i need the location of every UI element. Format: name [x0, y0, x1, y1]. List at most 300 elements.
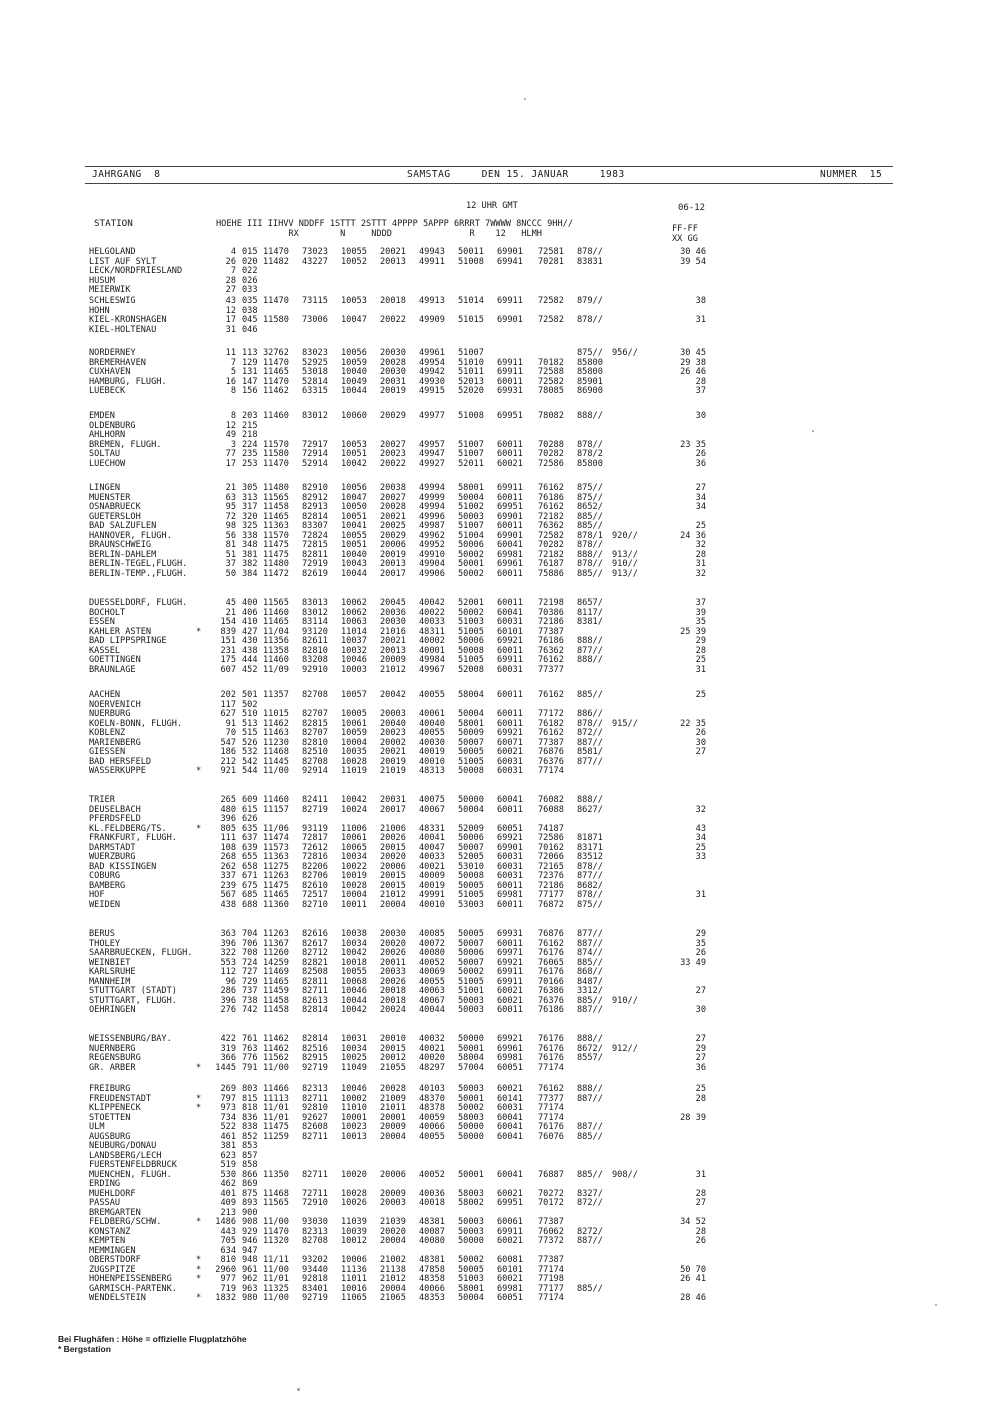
code-group: 51007 — [458, 439, 484, 450]
station-name: NORDERNEY — [89, 348, 136, 358]
code-group: 82711 — [302, 986, 328, 996]
code-group: 60041 — [497, 795, 523, 805]
code-group: 11/11 — [263, 1255, 289, 1265]
station-number: 908 — [242, 1217, 258, 1227]
code-group: 83023 — [302, 348, 328, 358]
wind-gust: 35 — [695, 938, 706, 949]
station-header: STATION — [94, 218, 133, 229]
code-group: 60031 — [497, 1103, 523, 1113]
code-group: 11460 — [263, 411, 289, 421]
code-group: 72817 — [302, 833, 328, 843]
code-group: 20015 — [380, 871, 406, 881]
code-group: 83013 — [302, 598, 328, 608]
code-group: 910// — [612, 995, 638, 1006]
code-group: 11320 — [263, 1236, 289, 1246]
code-group: 83831 — [577, 256, 603, 267]
code-group: 69911 — [497, 967, 523, 977]
wind-gust: 26 41 — [680, 1274, 706, 1284]
wind-gust: 28 — [695, 1188, 706, 1199]
station-name: KASSEL — [89, 645, 121, 656]
code-group: 52005 — [458, 852, 484, 862]
station-name: NEUBURG/DONAU — [89, 1141, 157, 1151]
code-group: 11259 — [263, 1131, 289, 1142]
station-number: 639 — [242, 842, 258, 853]
mountain-station-marker: * — [196, 1293, 202, 1303]
code-group: 20006 — [380, 861, 406, 872]
code-group: 83307 — [302, 521, 328, 531]
code-group: 40063 — [419, 986, 445, 996]
code-group: 48297 — [419, 1062, 445, 1073]
code-group: 10055 — [341, 247, 367, 257]
station-name: WEISSENBURG/BAY. — [89, 1034, 172, 1044]
code-group: 11230 — [263, 737, 289, 748]
station-height: 443 — [220, 1226, 236, 1237]
code-group: 49909 — [419, 315, 445, 325]
code-group: 10055 — [341, 530, 367, 541]
code-group: 20013 — [380, 256, 406, 267]
station-number: 427 — [242, 626, 258, 637]
code-group: 886// — [577, 709, 603, 719]
code-group: 76887 — [538, 1169, 564, 1180]
mountain-station-marker: * — [196, 1217, 202, 1227]
code-group: 20004 — [380, 1131, 406, 1142]
code-group: 40059 — [419, 1112, 445, 1123]
station-height: 627 — [220, 709, 236, 719]
station-name: FELDBERG/SCHW. — [89, 1217, 162, 1227]
code-group: 83512 — [577, 852, 603, 862]
station-number: 875 — [242, 1188, 258, 1199]
station-number: 685 — [242, 890, 258, 900]
code-group: 11363 — [263, 521, 289, 531]
code-group: 77387 — [538, 1217, 564, 1227]
code-group: 60011 — [497, 449, 523, 459]
wind-gust: 26 — [695, 948, 706, 958]
station-number: 724 — [242, 957, 258, 968]
code-group: 58001 — [458, 1283, 484, 1294]
scan-speck — [297, 1388, 300, 1391]
station-number: 305 — [242, 483, 258, 493]
code-group: 887// — [577, 1093, 603, 1104]
code-group: 60031 — [497, 756, 523, 767]
code-group: 8652/ — [577, 502, 603, 512]
station-number: 129 — [242, 357, 258, 368]
code-group: 887// — [577, 1236, 603, 1246]
code-group: 879// — [577, 296, 603, 306]
code-group: 11113 — [263, 1093, 289, 1104]
station-number: 729 — [242, 976, 258, 987]
code-group: 11445 — [263, 756, 289, 767]
code-group: 868// — [577, 967, 603, 977]
code-group: 878// — [577, 247, 603, 257]
code-group: 60041 — [497, 1122, 523, 1132]
code-group: 10063 — [341, 617, 367, 627]
code-group: 11/01 — [263, 1274, 289, 1284]
code-group: 10043 — [341, 559, 367, 569]
code-group: 70272 — [538, 1188, 564, 1199]
station-name: WUERZBURG — [89, 852, 136, 862]
code-group: 82411 — [302, 795, 328, 805]
station-name: KONSTANZ — [89, 1226, 131, 1237]
station-height: 56 — [225, 530, 236, 541]
wind-gust: 30 — [695, 1005, 706, 1015]
code-group: 70386 — [538, 607, 564, 618]
code-group: 20006 — [380, 540, 406, 550]
code-group: 40021 — [419, 861, 445, 872]
code-group: 11/01 — [263, 1112, 289, 1123]
code-group: 11356 — [263, 636, 289, 646]
code-group: 11465 — [263, 890, 289, 900]
station-name: OLDENBURG — [89, 420, 136, 431]
code-group: 72186 — [538, 880, 564, 891]
code-group: 8557/ — [577, 1053, 603, 1063]
station-number: 526 — [242, 737, 258, 748]
code-group: 82619 — [302, 568, 328, 579]
code-group: 83012 — [302, 411, 328, 421]
code-group: 72910 — [302, 1198, 328, 1208]
wind-gust: 30 — [695, 411, 706, 421]
code-group: 10018 — [341, 957, 367, 968]
code-group: 10056 — [341, 348, 367, 358]
station-name: BERLIN-DAHLEM — [89, 549, 157, 560]
code-group: 11460 — [263, 795, 289, 805]
jahrgang: JAHRGANG 8 — [92, 169, 161, 180]
station-height: 16 — [225, 376, 236, 387]
code-group: 913// — [612, 549, 638, 560]
code-group: 77198 — [538, 1274, 564, 1284]
code-group: 20030 — [380, 367, 406, 377]
station-height: 286 — [220, 986, 236, 996]
code-group: 11565 — [263, 598, 289, 608]
station-number: 224 — [242, 439, 258, 450]
code-group: 60011 — [497, 938, 523, 949]
code-group: 11470 — [263, 357, 289, 368]
code-group: 82810 — [302, 737, 328, 748]
station-number: 853 — [242, 1141, 258, 1151]
station-name: BERLIN-TEMP.,FLUGH. — [89, 568, 188, 579]
station-name: THOLEY — [89, 938, 121, 949]
code-group: 50003 — [458, 1084, 484, 1094]
code-group: 10038 — [341, 929, 367, 939]
code-group: 885// — [577, 511, 603, 522]
code-group: 40019 — [419, 747, 445, 757]
code-group: 20021 — [380, 636, 406, 646]
code-group: 49913 — [419, 296, 445, 306]
code-group: 10025 — [341, 1053, 367, 1063]
station-name: BAMBERG — [89, 880, 126, 891]
code-group: 60081 — [497, 1255, 523, 1265]
code-group: 76362 — [538, 521, 564, 531]
code-group: 58004 — [458, 1053, 484, 1063]
code-group: 8117/ — [577, 607, 603, 618]
station-height: 239 — [220, 880, 236, 891]
code-group: 20025 — [380, 521, 406, 531]
code-group: 49994 — [419, 502, 445, 512]
code-group: 40032 — [419, 1034, 445, 1044]
code-group: 60041 — [497, 1169, 523, 1180]
station-number: 430 — [242, 636, 258, 646]
code-group: 8581/ — [577, 747, 603, 757]
code-group: 20021 — [380, 511, 406, 522]
code-group: 40042 — [419, 598, 445, 608]
code-group: 76876 — [538, 929, 564, 939]
station-height: 117 — [220, 699, 236, 710]
code-group: 10047 — [341, 315, 367, 325]
station-number: 857 — [242, 1150, 258, 1161]
station-number: 706 — [242, 938, 258, 949]
wind-gust: 28 — [695, 549, 706, 560]
code-group: 908// — [612, 1169, 638, 1180]
mountain-station-marker: * — [196, 1264, 202, 1275]
code-group: 48370 — [419, 1093, 445, 1104]
code-group: 10005 — [341, 709, 367, 719]
station-number: 929 — [242, 1226, 258, 1237]
code-group: 76176 — [538, 948, 564, 958]
code-group: 60011 — [497, 439, 523, 450]
station-number: 215 — [242, 420, 258, 431]
code-group: 872// — [577, 1198, 603, 1208]
code-group: 920// — [612, 530, 638, 541]
code-group: 52013 — [458, 376, 484, 387]
station-number: 444 — [242, 655, 258, 665]
code-group: 60021 — [497, 995, 523, 1006]
code-group: 49927 — [419, 458, 445, 469]
station-height: 268 — [220, 852, 236, 862]
code-group: 21055 — [380, 1062, 406, 1073]
code-group: 20018 — [380, 986, 406, 996]
code-group: 50003 — [458, 995, 484, 1006]
code-group: 50006 — [458, 948, 484, 958]
code-group: 76162 — [538, 502, 564, 512]
station-number: 761 — [242, 1034, 258, 1044]
code-group: 20042 — [380, 690, 406, 700]
code-group: 77377 — [538, 1093, 564, 1104]
code-group: 40103 — [419, 1084, 445, 1094]
code-group: 77177 — [538, 890, 564, 900]
code-group: 11/00 — [263, 1264, 289, 1275]
code-group: 11458 — [263, 502, 289, 512]
code-group: 915// — [612, 718, 638, 729]
code-group: 51003 — [458, 617, 484, 627]
code-group: 77177 — [538, 1283, 564, 1294]
code-group: 82708 — [302, 756, 328, 767]
code-group: 10032 — [341, 645, 367, 656]
code-group: 76176 — [538, 1122, 564, 1132]
code-group: 20028 — [380, 502, 406, 512]
wind-gust: 25 — [695, 842, 706, 853]
code-group: 40022 — [419, 607, 445, 618]
station-name: FUERSTENFELDBRUCK — [89, 1160, 177, 1170]
code-group: 82814 — [302, 1034, 328, 1044]
code-group: 10004 — [341, 890, 367, 900]
station-number: 776 — [242, 1053, 258, 1063]
station-name: OSNABRUECK — [89, 502, 141, 512]
code-group: 11470 — [263, 376, 289, 387]
code-group: 10051 — [341, 540, 367, 550]
station-name: BERUS — [89, 929, 115, 939]
code-group: 82313 — [302, 1226, 328, 1237]
code-group: 76182 — [538, 718, 564, 729]
code-group: 82814 — [302, 1005, 328, 1015]
code-group: 887// — [577, 737, 603, 748]
station-height: 797 — [220, 1093, 236, 1104]
code-group: 76162 — [538, 655, 564, 665]
code-group: 52814 — [302, 376, 328, 387]
code-group: 40041 — [419, 833, 445, 843]
code-group: 888// — [577, 795, 603, 805]
code-group: 40018 — [419, 1198, 445, 1208]
code-group: 10059 — [341, 357, 367, 368]
wind-gust: 27 — [695, 747, 706, 757]
code-group: 93202 — [302, 1255, 328, 1265]
station-name: BAD LIPPSPRINGE — [89, 636, 167, 646]
code-group: 60011 — [497, 568, 523, 579]
code-group: 888// — [577, 549, 603, 560]
station-name: SOLTAU — [89, 449, 121, 459]
wind-gust: 33 49 — [680, 957, 706, 968]
code-group: 50002 — [458, 967, 484, 977]
code-group: 20022 — [380, 458, 406, 469]
code-group: 11/00 — [263, 1217, 289, 1227]
station-name: BREMGARTEN — [89, 1207, 141, 1218]
wind-gust: 37 — [695, 386, 706, 396]
station-name: OEHRINGEN — [89, 1005, 136, 1015]
code-group: 888// — [577, 411, 603, 421]
column-codes-line1: HOEHE III IIHVV NDDFF 1STTT 2STTT 4PPPP 5APPP 6RRRT 7WWWW 8NCCC 9HH// — [216, 219, 573, 229]
code-group: 72582 — [538, 315, 564, 325]
station-name: COBURG — [89, 871, 121, 881]
code-group: 69921 — [497, 636, 523, 646]
code-group: 69981 — [497, 890, 523, 900]
code-group: 60041 — [497, 607, 523, 618]
station-number: 655 — [242, 852, 258, 862]
code-group: 49904 — [419, 559, 445, 569]
code-group: 51005 — [458, 655, 484, 665]
code-group: 69961 — [497, 1043, 523, 1054]
wind-gust: 39 54 — [680, 256, 706, 267]
code-group: 10028 — [341, 880, 367, 891]
station-number: 382 — [242, 559, 258, 569]
code-group: 11275 — [263, 861, 289, 872]
wind-gust: 28 39 — [680, 1112, 706, 1123]
station-name: MARIENBERG — [89, 737, 141, 748]
code-group: 20029 — [380, 530, 406, 541]
code-group: 878// — [577, 718, 603, 729]
code-group: 912// — [612, 1043, 638, 1054]
code-group: 20033 — [380, 967, 406, 977]
station-height: 231 — [220, 645, 236, 656]
code-group: 10011 — [341, 899, 367, 910]
station-number: 963 — [242, 1283, 258, 1294]
code-group: 878// — [577, 861, 603, 872]
code-group: 60101 — [497, 626, 523, 637]
code-group: 20017 — [380, 568, 406, 579]
station-name: HUSUM — [89, 275, 115, 286]
code-group: 11460 — [263, 655, 289, 665]
station-name: GIESSEN — [89, 747, 126, 757]
station-name: OBERSTDORF — [89, 1255, 141, 1265]
ff-time: 06-12 — [678, 203, 706, 213]
code-group: 10068 — [341, 976, 367, 987]
code-group: 20026 — [380, 833, 406, 843]
wind-gust: 36 — [695, 458, 706, 469]
code-group: 60021 — [497, 747, 523, 757]
code-group: 11049 — [341, 1062, 367, 1073]
scan-speck — [935, 1304, 937, 1306]
station-height: 623 — [220, 1150, 236, 1161]
code-group: 60011 — [497, 376, 523, 387]
wind-gust: 33 — [695, 852, 706, 862]
code-group: 51015 — [458, 315, 484, 325]
code-group: 40072 — [419, 938, 445, 949]
code-group: 50006 — [458, 636, 484, 646]
station-height: 396 — [220, 814, 236, 824]
station-number: 325 — [242, 521, 258, 531]
station-number: 501 — [242, 690, 258, 700]
station-height: 438 — [220, 899, 236, 910]
code-group: 878// — [577, 890, 603, 900]
code-group: 82613 — [302, 995, 328, 1006]
code-group: 83401 — [302, 1283, 328, 1294]
station-height: 396 — [220, 938, 236, 949]
code-group: 10040 — [341, 367, 367, 377]
code-group: 76176 — [538, 1053, 564, 1063]
code-group: 10042 — [341, 795, 367, 805]
code-group: 20020 — [380, 938, 406, 949]
wind-gust: 37 — [695, 598, 706, 608]
wind-gust: 24 36 — [680, 530, 706, 541]
code-group: 40067 — [419, 995, 445, 1006]
code-group: 60011 — [497, 1005, 523, 1015]
station-name: AHLHORN — [89, 430, 126, 440]
code-group: 50004 — [458, 1293, 484, 1303]
code-group: 20004 — [380, 1283, 406, 1294]
code-group: 875// — [577, 348, 603, 358]
code-group: 10019 — [341, 871, 367, 881]
station-height: 8 — [230, 386, 236, 396]
footnote-mountain-station: * Bergstation — [58, 1344, 111, 1354]
code-group: 11367 — [263, 938, 289, 949]
code-group: 885// — [577, 690, 603, 700]
station-number: 015 — [242, 247, 258, 257]
code-group: 51005 — [458, 626, 484, 637]
code-group: 20018 — [380, 296, 406, 306]
code-group: 10003 — [341, 664, 367, 675]
code-group: 60021 — [497, 1236, 523, 1246]
code-group: 11468 — [263, 747, 289, 757]
code-group: 8487/ — [577, 976, 603, 987]
code-group: 10046 — [341, 986, 367, 996]
wind-gust: 28 — [695, 1093, 706, 1104]
code-group: 10023 — [341, 1122, 367, 1132]
code-group: 20017 — [380, 804, 406, 815]
code-group: 49915 — [419, 386, 445, 396]
code-group: 49943 — [419, 247, 445, 257]
code-group: 11475 — [263, 880, 289, 891]
station-height: 319 — [220, 1043, 236, 1054]
code-group: 82719 — [302, 804, 328, 815]
station-height: 977 — [220, 1274, 236, 1284]
code-group: 60041 — [497, 1131, 523, 1142]
station-name: WEIDEN — [89, 899, 121, 910]
mountain-station-marker: * — [196, 1093, 202, 1104]
code-group: 10060 — [341, 411, 367, 421]
code-group: 40055 — [419, 690, 445, 700]
code-group: 69951 — [497, 1198, 523, 1208]
station-number: 626 — [242, 814, 258, 824]
code-group: 77174 — [538, 1103, 564, 1113]
station-number: 980 — [242, 1293, 258, 1303]
code-group: 72186 — [538, 617, 564, 627]
